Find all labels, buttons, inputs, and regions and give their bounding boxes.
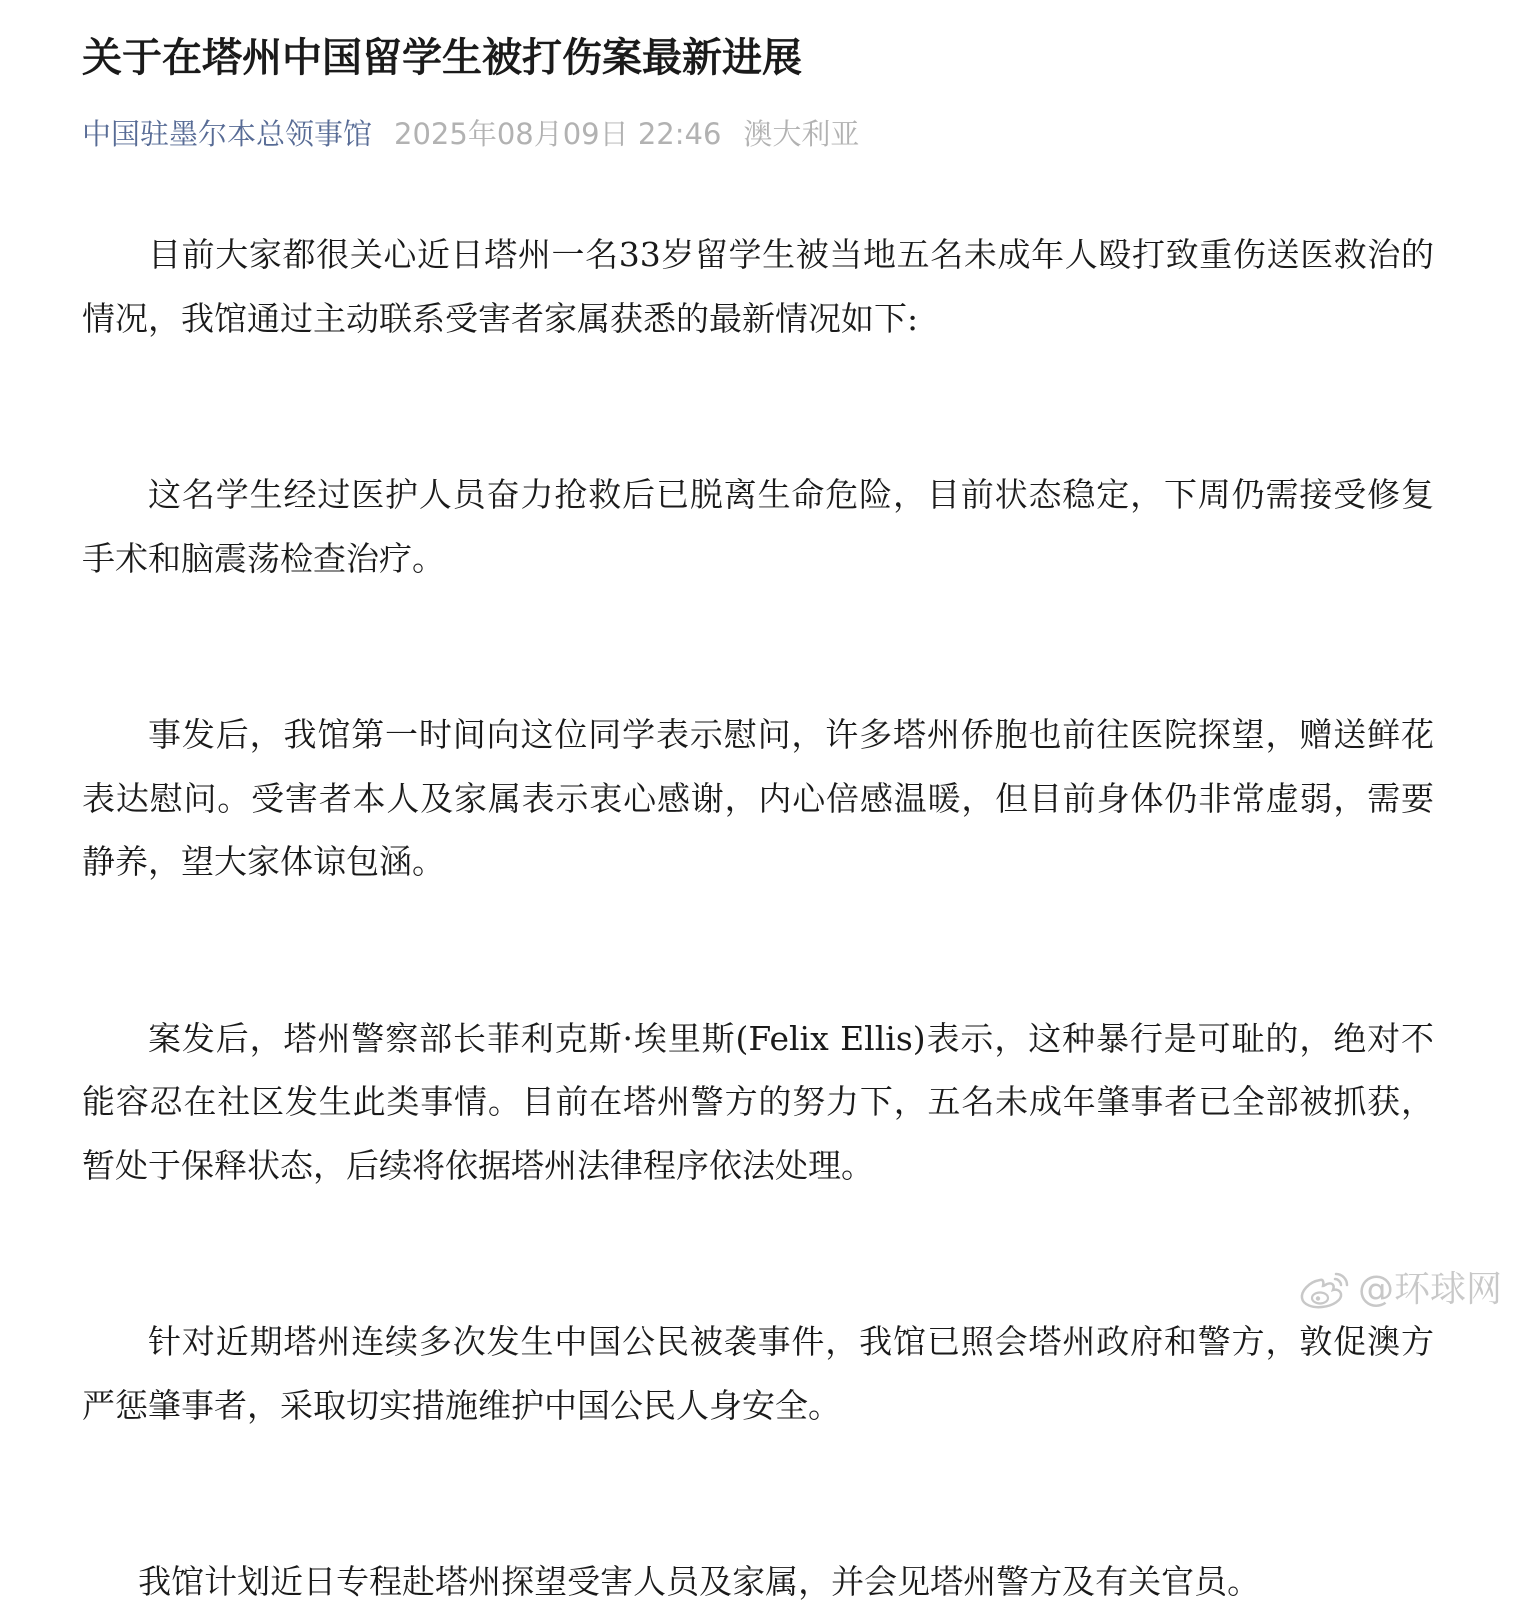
account-name-link[interactable]: 中国驻墨尔本总领事馆 [82, 117, 373, 151]
article-meta [82, 112, 859, 156]
publish-region: 澳大利亚 [743, 117, 860, 151]
paragraph-4: 案发后，塔州警察部长菲利克斯·埃里斯(Felix Ellis)表示，这种暴行是可耻的，绝对不能容忍在社区发生此类事情。目前在塔州警方的努力下，五名未成年肇事者已全部被抓获，暂处于保释状态，后续将依据塔州法律程序依法处理。 [82, 1018, 1434, 1185]
paragraph-6: 我馆计划近日专程赴塔州探望受害人员及家属，并会见塔州警方及有关官员。 [138, 1562, 1261, 1601]
article-title: 关于在塔州中国留学生被打伤案最新进展 [82, 35, 802, 81]
weibo-icon [1298, 1270, 1352, 1310]
watermark [1298, 1268, 1502, 1312]
paragraph-2: 这名学生经过医护人员奋力抢救后已脱离生命危险，目前状态稳定，下周仍需接受修复手术和脑震荡检查治疗。 [82, 475, 1434, 578]
watermark-text: @环球网 [1357, 1269, 1502, 1310]
paragraph-5: 针对近期塔州连续多次发生中国公民被袭事件，我馆已照会塔州政府和警方，敦促澳方严惩肇事者，采取切实措施维护中国公民人身安全。 [82, 1322, 1434, 1425]
article-body [82, 223, 1434, 1614]
publish-date: 2025年08月09日 22:46 [394, 117, 722, 151]
paragraph-3: 事发后，我馆第一时间向这位同学表示慰问，许多塔州侨胞也前往医院探望，赠送鲜花表达慰问。受害者本人及家属表示衷心感谢，内心倍感温暖，但目前身体仍非常虚弱，需要静养，望大家体谅包涵。 [82, 715, 1434, 881]
paragraph-1: 目前大家都很关心近日塔州一名33岁留学生被当地五名未成年人殴打致重伤送医救治的情况，我馆通过主动联系受害者家属获悉的最新情况如下: [82, 235, 1434, 338]
